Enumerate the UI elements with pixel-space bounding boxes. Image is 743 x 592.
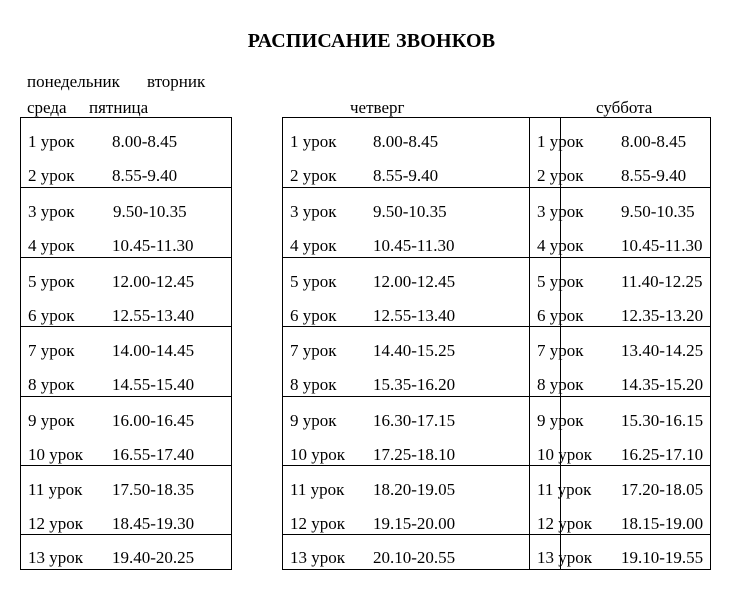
lesson-pair-group xyxy=(21,534,231,568)
header-saturday: суббота xyxy=(596,98,653,117)
table-row xyxy=(21,196,231,230)
lesson-time: 19.10-19.55 xyxy=(621,548,704,568)
lesson-number: 6 урок xyxy=(28,305,75,325)
lesson-time: 16.30-17.15 xyxy=(373,410,456,430)
lesson-time: 9.50-10.35 xyxy=(621,202,695,222)
lesson-number: 10 урок xyxy=(290,444,346,464)
lesson-pair-group xyxy=(283,187,560,256)
lesson-time: 18.45-19.30 xyxy=(112,513,195,533)
lesson-time: 16.55-17.40 xyxy=(112,444,195,464)
lesson-pair-group xyxy=(21,326,231,395)
lesson-pair-group xyxy=(530,465,710,534)
lesson-time: 9.50-10.35 xyxy=(373,202,447,222)
table-row xyxy=(530,542,710,576)
lesson-pair-group xyxy=(283,465,560,534)
lesson-number: 5 урок xyxy=(290,271,337,291)
lesson-number: 1 урок xyxy=(537,132,584,151)
lesson-number: 11 урок xyxy=(28,479,83,499)
lesson-number: 9 урок xyxy=(537,410,584,430)
table-row xyxy=(530,508,710,542)
lesson-time: 12.00-12.45 xyxy=(112,271,195,291)
lesson-pair-group xyxy=(21,465,231,534)
table-row xyxy=(21,474,231,508)
lesson-pair-group xyxy=(21,257,231,326)
lesson-number: 8 урок xyxy=(290,375,337,395)
table-row xyxy=(283,508,560,542)
header-monday: понедельник xyxy=(27,72,120,91)
header-wednesday: среда xyxy=(27,98,67,117)
lesson-time: 14.00-14.45 xyxy=(112,341,195,361)
lesson-number: 12 урок xyxy=(28,513,84,533)
lesson-pair-group xyxy=(21,118,231,187)
lesson-pair-group xyxy=(283,257,560,326)
lesson-pair-group xyxy=(283,396,560,465)
table-row xyxy=(283,405,560,439)
lesson-number: 7 урок xyxy=(537,341,584,361)
lesson-pair-group xyxy=(530,396,710,465)
lesson-number: 8 урок xyxy=(28,375,75,395)
lesson-time: 14.55-15.40 xyxy=(112,375,195,395)
lesson-number: 9 урок xyxy=(290,410,337,430)
lesson-number: 9 урок xyxy=(28,410,75,430)
table-row xyxy=(283,474,560,508)
lesson-time: 12.55-13.40 xyxy=(373,305,456,325)
lesson-time: 8.00-8.45 xyxy=(112,132,178,151)
lesson-time: 11.40-12.25 xyxy=(621,271,703,291)
lesson-number: 2 урок xyxy=(28,166,75,185)
table-row xyxy=(530,405,710,439)
lesson-number: 5 урок xyxy=(28,271,75,291)
lesson-time: 8.55-9.40 xyxy=(373,166,439,185)
table-row xyxy=(530,126,710,160)
lesson-number: 7 урок xyxy=(28,341,75,361)
table-row xyxy=(283,126,560,160)
lesson-pair-group xyxy=(21,187,231,256)
lesson-time: 10.45-11.30 xyxy=(621,236,703,256)
table-row xyxy=(21,126,231,160)
lesson-time: 16.25-17.10 xyxy=(621,444,704,464)
lesson-number: 1 урок xyxy=(290,132,337,151)
lesson-number: 3 урок xyxy=(290,202,337,222)
lesson-time: 20.10-20.55 xyxy=(373,548,456,568)
lesson-time: 17.20-18.05 xyxy=(621,479,704,499)
lesson-number: 7 урок xyxy=(290,341,337,361)
lesson-number: 5 урок xyxy=(537,271,584,291)
lesson-pair-group xyxy=(283,118,560,187)
schedule-table-mon-tue-wed-fri xyxy=(20,117,232,570)
lesson-number: 13 урок xyxy=(290,548,346,568)
lesson-time: 8.55-9.40 xyxy=(621,166,687,185)
lesson-time: 15.30-16.15 xyxy=(621,410,704,430)
schedule-table-thursday xyxy=(282,117,561,570)
table-row xyxy=(530,196,710,230)
lesson-time: 13.40-14.25 xyxy=(621,341,704,361)
lesson-number: 11 урок xyxy=(290,479,345,499)
table-row xyxy=(21,405,231,439)
lesson-number: 2 урок xyxy=(537,166,584,185)
lesson-time: 10.45-11.30 xyxy=(112,236,194,256)
lesson-time: 8.00-8.45 xyxy=(373,132,439,151)
lesson-time: 17.25-18.10 xyxy=(373,444,456,464)
lesson-time: 16.00-16.45 xyxy=(112,410,195,430)
header-thursday: четверг xyxy=(350,98,405,117)
table-row xyxy=(283,196,560,230)
header-tuesday: вторник xyxy=(147,72,206,91)
lesson-number: 4 урок xyxy=(28,236,75,256)
table-row xyxy=(283,542,560,576)
lesson-number: 6 урок xyxy=(537,305,584,325)
lesson-number: 11 урок xyxy=(537,479,592,499)
lesson-pair-group xyxy=(21,396,231,465)
lesson-number: 13 урок xyxy=(537,548,593,568)
page-title: РАСПИСАНИЕ ЗВОНКОВ xyxy=(247,30,496,52)
lesson-number: 2 урок xyxy=(290,166,337,185)
lesson-number: 3 урок xyxy=(537,202,584,222)
lesson-number: 3 урок xyxy=(28,202,75,222)
table-row xyxy=(283,266,560,300)
table-row xyxy=(530,266,710,300)
lesson-time: 10.45-11.30 xyxy=(373,236,455,256)
lesson-time: 12.35-13.20 xyxy=(621,305,704,325)
schedule-table-saturday xyxy=(529,117,711,570)
lesson-number: 4 урок xyxy=(290,236,337,256)
table-row xyxy=(21,335,231,369)
lesson-time: 19.40-20.25 xyxy=(112,548,195,568)
lesson-pair-group xyxy=(530,187,710,256)
lesson-time: 12.00-12.45 xyxy=(373,271,456,291)
lesson-pair-group xyxy=(283,326,560,395)
header-friday: пятница xyxy=(89,98,149,117)
lesson-number: 12 урок xyxy=(537,513,593,533)
lesson-time: 14.35-15.20 xyxy=(621,375,704,395)
lesson-number: 4 урок xyxy=(537,236,584,256)
table-row xyxy=(530,335,710,369)
lesson-pair-group xyxy=(530,257,710,326)
lesson-time: 14.40-15.25 xyxy=(373,341,456,361)
lesson-number: 8 урок xyxy=(537,375,584,395)
table-row xyxy=(530,474,710,508)
lesson-pair-group xyxy=(283,534,560,568)
lesson-pair-group xyxy=(530,534,710,568)
lesson-time: 12.55-13.40 xyxy=(112,305,195,325)
lesson-time: 8.55-9.40 xyxy=(112,166,178,185)
table-row xyxy=(283,335,560,369)
table-row xyxy=(21,266,231,300)
lesson-number: 1 урок xyxy=(28,132,75,151)
lesson-time: 18.15-19.00 xyxy=(621,513,704,533)
table-row xyxy=(21,508,231,542)
lesson-number: 10 урок xyxy=(28,444,84,464)
lesson-time: 17.50-18.35 xyxy=(112,479,195,499)
lesson-number: 10 урок xyxy=(537,444,593,464)
table-row xyxy=(21,542,231,576)
lesson-time: 8.00-8.45 xyxy=(621,132,687,151)
lesson-time: 15.35-16.20 xyxy=(373,375,456,395)
lesson-number: 12 урок xyxy=(290,513,346,533)
lesson-time: 9.50-10.35 xyxy=(113,202,187,222)
lesson-number: 6 урок xyxy=(290,305,337,325)
lesson-pair-group xyxy=(530,326,710,395)
lesson-time: 18.20-19.05 xyxy=(373,479,456,499)
lesson-time: 19.15-20.00 xyxy=(373,513,456,533)
lesson-number: 13 урок xyxy=(28,548,84,568)
lesson-pair-group xyxy=(530,118,710,187)
